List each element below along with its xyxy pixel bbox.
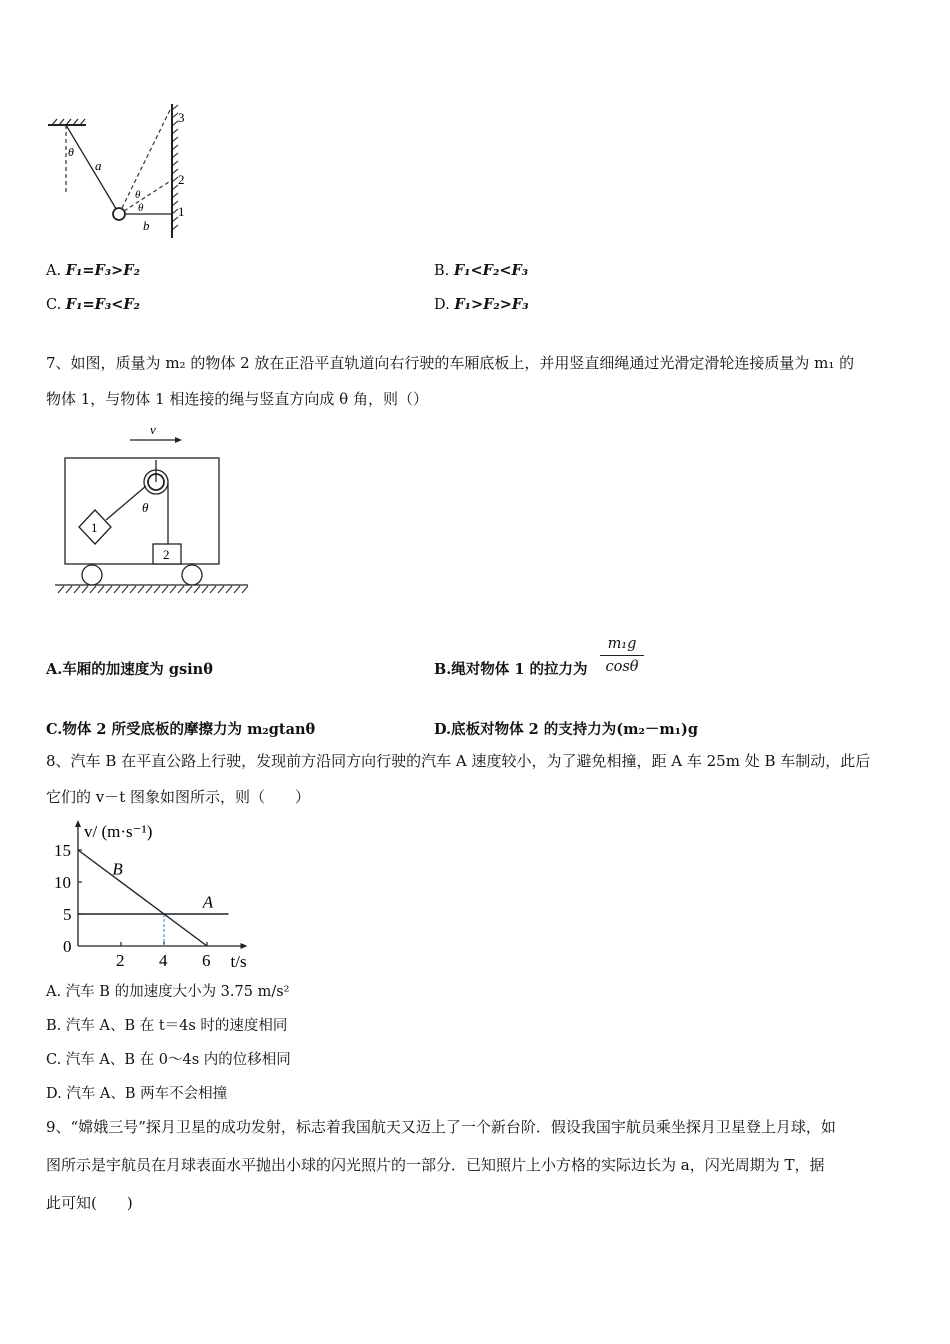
q7-option-a[interactable]: A.车厢的加速度为 gsinθ bbox=[46, 661, 213, 678]
q6-label-3: 3 bbox=[178, 110, 185, 125]
q9-stem bbox=[46, 1108, 908, 1222]
q8-option-b[interactable]: B. 汽车 A、B 在 t＝4s 时的速度相同 bbox=[46, 1018, 288, 1034]
q6-figure bbox=[40, 100, 200, 242]
series-label-A: A bbox=[202, 892, 214, 912]
q8-line2: 它们的 v－t 图象如图所示，则（ ） bbox=[46, 788, 311, 806]
y-axis-label: v/ (m·s⁻¹) bbox=[84, 822, 153, 841]
series-label-B: B bbox=[112, 859, 123, 879]
y-tick-label: 10 bbox=[54, 873, 71, 892]
q8-stem bbox=[46, 743, 908, 815]
q6-option-c[interactable]: C. F₁=F₃<F₂ bbox=[46, 296, 141, 313]
q7-stem bbox=[46, 345, 908, 417]
q8-vt-chart bbox=[40, 815, 270, 975]
x-tick-label: 4 bbox=[159, 951, 168, 970]
q7-figure bbox=[50, 420, 255, 600]
q8-option-a[interactable]: A. 汽车 B 的加速度大小为 3.75 m/s² bbox=[46, 984, 290, 1000]
x-axis-label: t/s bbox=[230, 952, 247, 971]
x-tick-label: 6 bbox=[202, 951, 211, 970]
series-line-B bbox=[78, 850, 207, 946]
q7-line1: 7、如图，质量为 m₂ 的物体 2 放在正沿平直轨道向右行驶的车厢底板上，并用竖直细绳通过光滑定滑轮连接质量为 m₁ 的 bbox=[46, 354, 855, 372]
q7-theta: θ bbox=[142, 500, 149, 515]
q6-label-1: 1 bbox=[178, 204, 185, 219]
q7-option-d[interactable]: D.底板对物体 2 的支持力为(m₂－m₁)g bbox=[434, 721, 699, 738]
y-axis-arrow bbox=[75, 820, 81, 827]
q6-label-2: 2 bbox=[178, 172, 185, 187]
q7-v-label: v bbox=[150, 422, 156, 437]
q6-option-d[interactable]: D. F₁>F₂>F₃ bbox=[434, 296, 529, 313]
q7-box1-label: 1 bbox=[91, 520, 98, 535]
q7-box2-label: 2 bbox=[163, 547, 170, 562]
q9-line2: 图所示是宇航员在月球表面水平抛出小球的闪光照片的一部分．已知照片上小方格的实际边长为 a，闪光周期为 T，据 bbox=[46, 1156, 825, 1174]
q9-line3: 此可知( ) bbox=[46, 1194, 133, 1212]
q6-option-b[interactable]: B. F₁<F₂<F₃ bbox=[434, 262, 529, 279]
q7-fraction: m₁g cosθ bbox=[600, 633, 644, 678]
x-axis-arrow bbox=[241, 943, 248, 949]
q6-label-a: a bbox=[95, 158, 102, 173]
y-tick-label: 5 bbox=[63, 905, 72, 924]
y-tick-label: 0 bbox=[63, 937, 72, 956]
q6-label-b: b bbox=[143, 218, 150, 233]
q9-line1: 9、“嫦娥三号”探月卫星的成功发射，标志着我国航天又迈上了一个新台阶．假设我国宇航员乘坐探月卫星登上月球，如 bbox=[46, 1118, 836, 1136]
q8-option-c[interactable]: C. 汽车 A、B 在 0～4s 内的位移相同 bbox=[46, 1052, 291, 1068]
y-tick-label: 15 bbox=[54, 841, 71, 860]
q6-option-a[interactable]: A. F₁=F₃>F₂ bbox=[46, 262, 140, 279]
x-tick-label: 2 bbox=[116, 951, 125, 970]
q7-option-c[interactable]: C.物体 2 所受底板的摩擦力为 m₂gtanθ bbox=[46, 721, 316, 738]
q8-option-d[interactable]: D. 汽车 A、B 两车不会相撞 bbox=[46, 1086, 228, 1102]
q7-line2: 物体 1，与物体 1 相连接的绳与竖直方向成 θ 角，则（） bbox=[46, 390, 428, 408]
q8-line1: 8、汽车 B 在平直公路上行驶，发现前方沿同方向行驶的汽车 A 速度较小，为了避免相撞，距 A 车 25m 处 B 车制动，此后 bbox=[46, 752, 871, 770]
q6-theta-mid2: θ bbox=[138, 202, 144, 214]
q6-theta-mid1: θ bbox=[135, 189, 141, 201]
q6-theta-top: θ bbox=[68, 145, 74, 159]
